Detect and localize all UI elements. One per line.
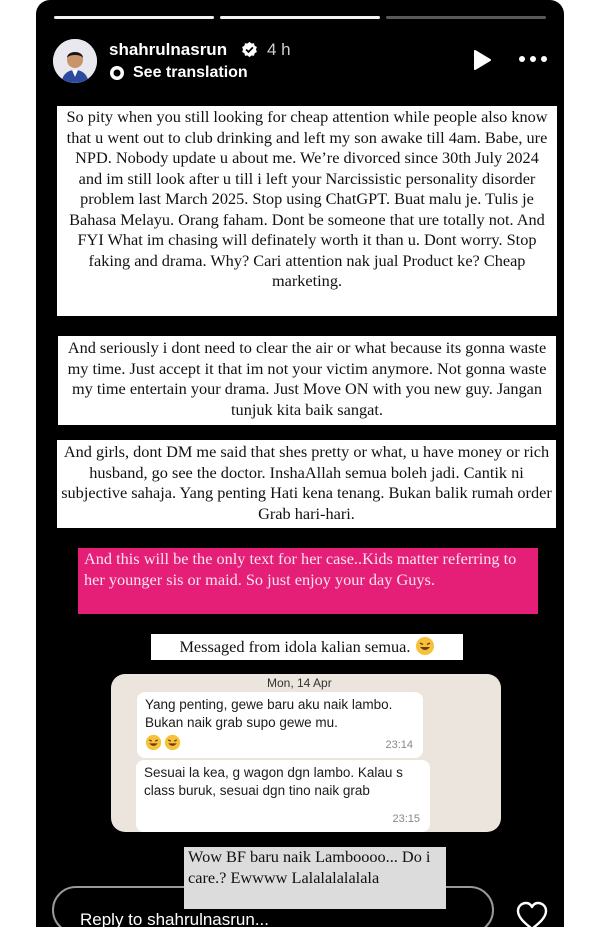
messaged-from-label: Messaged from idola kalian semua. — [179, 637, 411, 656]
more-options-icon[interactable] — [518, 52, 548, 66]
text-sticker-pink: And this will be the only text for her case..Kids matter referring to her younger sis or maid. So just enjoy your day Guys. — [78, 548, 538, 614]
post-time: 4 h — [267, 40, 291, 59]
text-sticker-messaged-from — [151, 634, 463, 660]
text-sticker-main: So pity when you still looking for cheap attention while people also know that u went out to club drinking and left my son awake till 4am. Babe, ure NPD. Nobody update u about me. We’re divorced since 30th July 2024 and im still look after u till i left your Narcissistic personality disorder problem last March 2025. Stop using ChatGPT. Buat malu je. Tulis je Bahasa Melayu. Orang faham. Dont be someone that ure totally not. And FYI What im chasing will definately worth it than u. Dont worry. Stop faking and drama. Why? Cari attention nak jual Product ke? Cheap marketing. — [57, 106, 557, 316]
chat-message-text: Yang penting, gewe baru aku naik lambo. Bukan naik grab supo gewe mu. — [145, 697, 393, 730]
chat-date: Mon, 14 Apr — [267, 676, 332, 690]
progress-segment — [220, 16, 380, 19]
chat-message — [137, 692, 423, 758]
see-translation-label: See translation — [133, 64, 248, 81]
story-viewer[interactable] — [36, 0, 564, 927]
reply-placeholder[interactable]: Reply to shahrulnasrun... — [80, 910, 269, 927]
progress-segment — [386, 16, 546, 19]
chat-message-time: 23:15 — [392, 813, 420, 825]
story-progress-bars — [54, 16, 546, 19]
text-sticker-bottom: Wow BF baru naik Lamboooo... Do i care.? Ewwww Lalalalalalala — [184, 847, 446, 909]
progress-segment — [54, 16, 214, 19]
laughing-emoji-icon — [164, 734, 181, 751]
text-sticker-second: And seriously i dont need to clear the air or what because its gonna waste my time. Just accept it that im not your victim anymore. Not gonna waste my time entertain your drama. Just Move ON with you new guy. Jangan tunjuk kita baik sangat. — [58, 336, 556, 425]
chat-message-text: Sesuai la kea, g wagon dgn lambo. Kalau s class buruk, sesuai dgn tino naik grab — [144, 765, 403, 798]
username[interactable]: shahrulnasrun — [109, 40, 228, 59]
chat-screenshot — [111, 674, 501, 832]
laughing-emoji-icon — [145, 734, 162, 751]
verified-badge-icon — [241, 41, 258, 58]
translate-dot-icon — [109, 65, 125, 81]
avatar[interactable] — [53, 39, 97, 83]
emoji-group — [145, 734, 415, 751]
heart-icon[interactable] — [515, 901, 549, 927]
play-icon[interactable] — [472, 50, 492, 70]
laughing-emoji-icon — [415, 636, 435, 656]
chat-message-time: 23:14 — [385, 739, 413, 751]
chat-message — [136, 760, 430, 832]
text-sticker-third: And girls, dont DM me said that shes pretty or what, u have money or rich husband, go see the doctor. InshaAllah semua boleh jadi. Cantik ni subjective sahaja. Yang penting Hati kena tenang. Bukan balik rumah order Grab hari-hari. — [57, 440, 556, 528]
see-translation-link[interactable] — [109, 64, 248, 82]
